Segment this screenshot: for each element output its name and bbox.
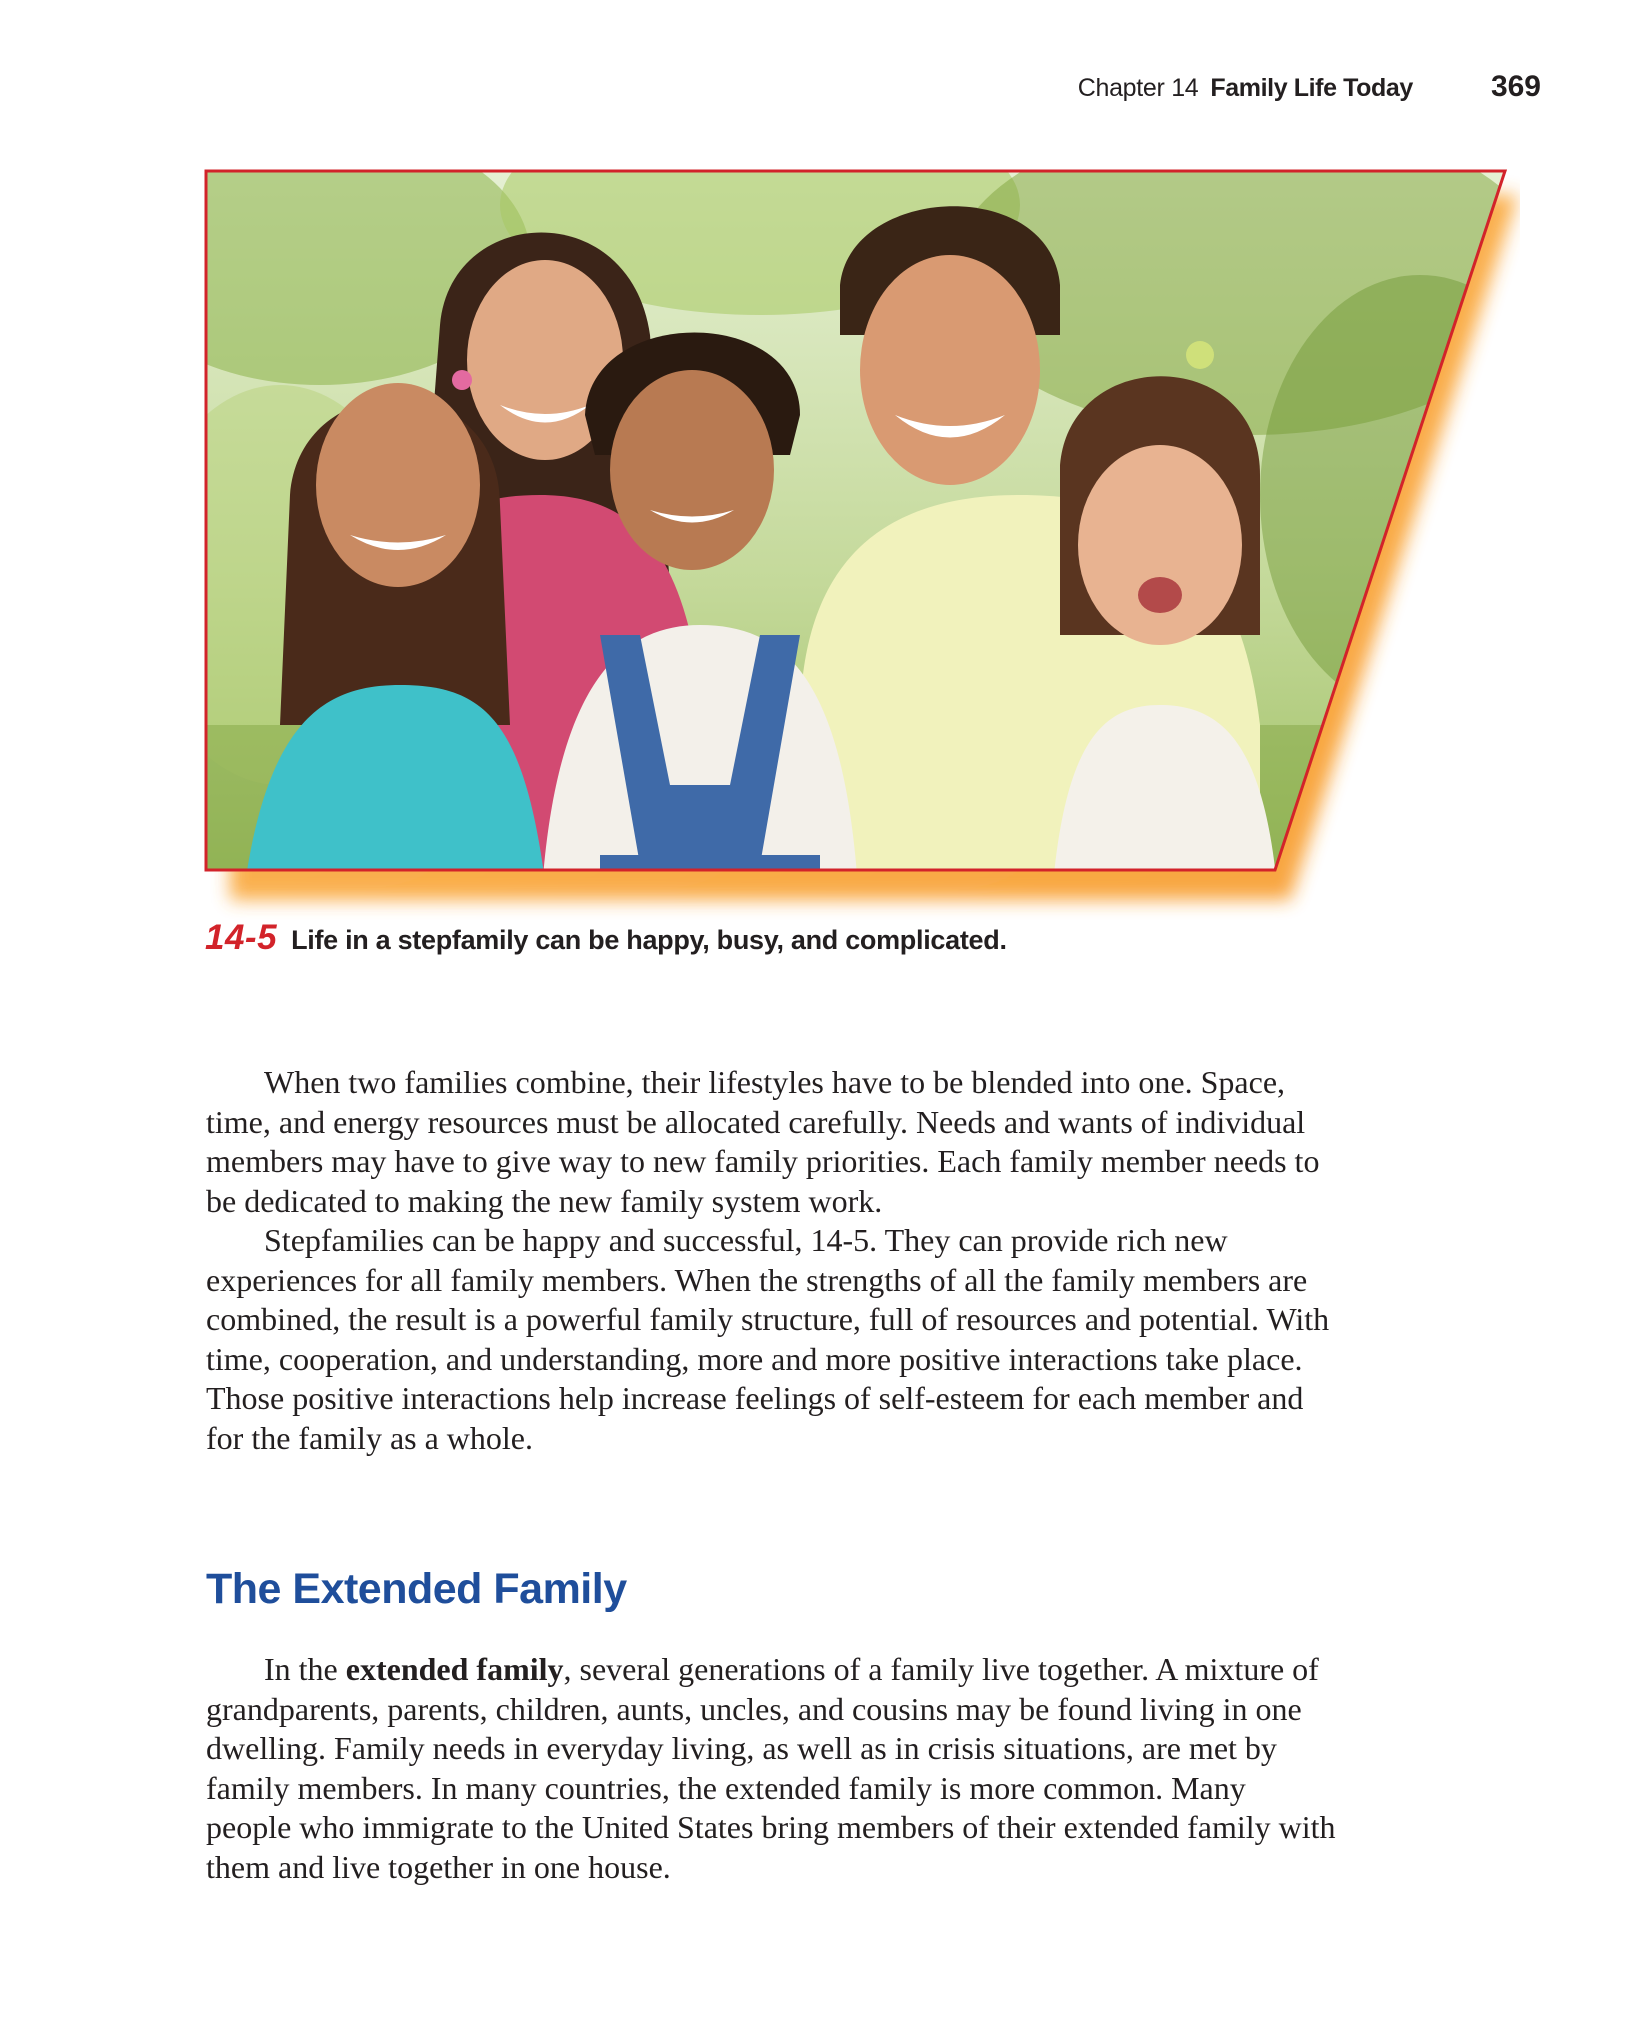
paragraph-extended-family [206, 1650, 1336, 1887]
key-term-extended-family: extended family [345, 1651, 564, 1687]
page-number: 369 [1490, 70, 1541, 103]
figure-caption [205, 918, 1007, 958]
paragraph-lead-in: In the [264, 1651, 346, 1687]
paragraph-stepfamilies: Stepfamilies can be happy and successful, 14-5. They can provide rich new experiences for all family members. When the strengths of all the family members are combined, the result is a powerful family structure, full of resources and potential. With time, cooperation, and understanding, more and more positive interactions take place. Those positive interactions help increase feelings of self-esteem for each member and for the family as a whole. [206, 1222, 1330, 1456]
figure-photo [200, 165, 1520, 925]
chapter-title: Family Life Today [1210, 74, 1413, 102]
section-body [206, 1650, 1336, 1887]
section-heading: The Extended Family [206, 1565, 627, 1613]
paragraph-blended-lifestyles: When two families combine, their lifestyles have to be blended into one. Space, time, and energy resources must be allocated carefully. Needs and wants of individual members may have to give way to new family priorities. Each family member needs to be dedicated to making the new family system work. [206, 1064, 1320, 1219]
chapter-label: Chapter 14 [1077, 74, 1199, 102]
paragraph-remainder: , several generations of a family live together. A mixture of grandparents, parents, children, aunts, uncles, and cousins may be found living in one dwelling. Family needs in everyday living, as well as in crisis situations, are met by family members. In many countries, the extended family is more common. Many people who immigrate to the United States bring members of their extended family with them and live together in one house. [206, 1651, 1336, 1885]
figure-number: 14-5 [205, 918, 278, 957]
body-paragraphs [206, 1063, 1336, 1458]
figure-caption-text: Life in a stepfamily can be happy, busy, and complicated. [291, 925, 1007, 955]
toddler-figure [1050, 341, 1280, 925]
running-header [1078, 70, 1541, 104]
